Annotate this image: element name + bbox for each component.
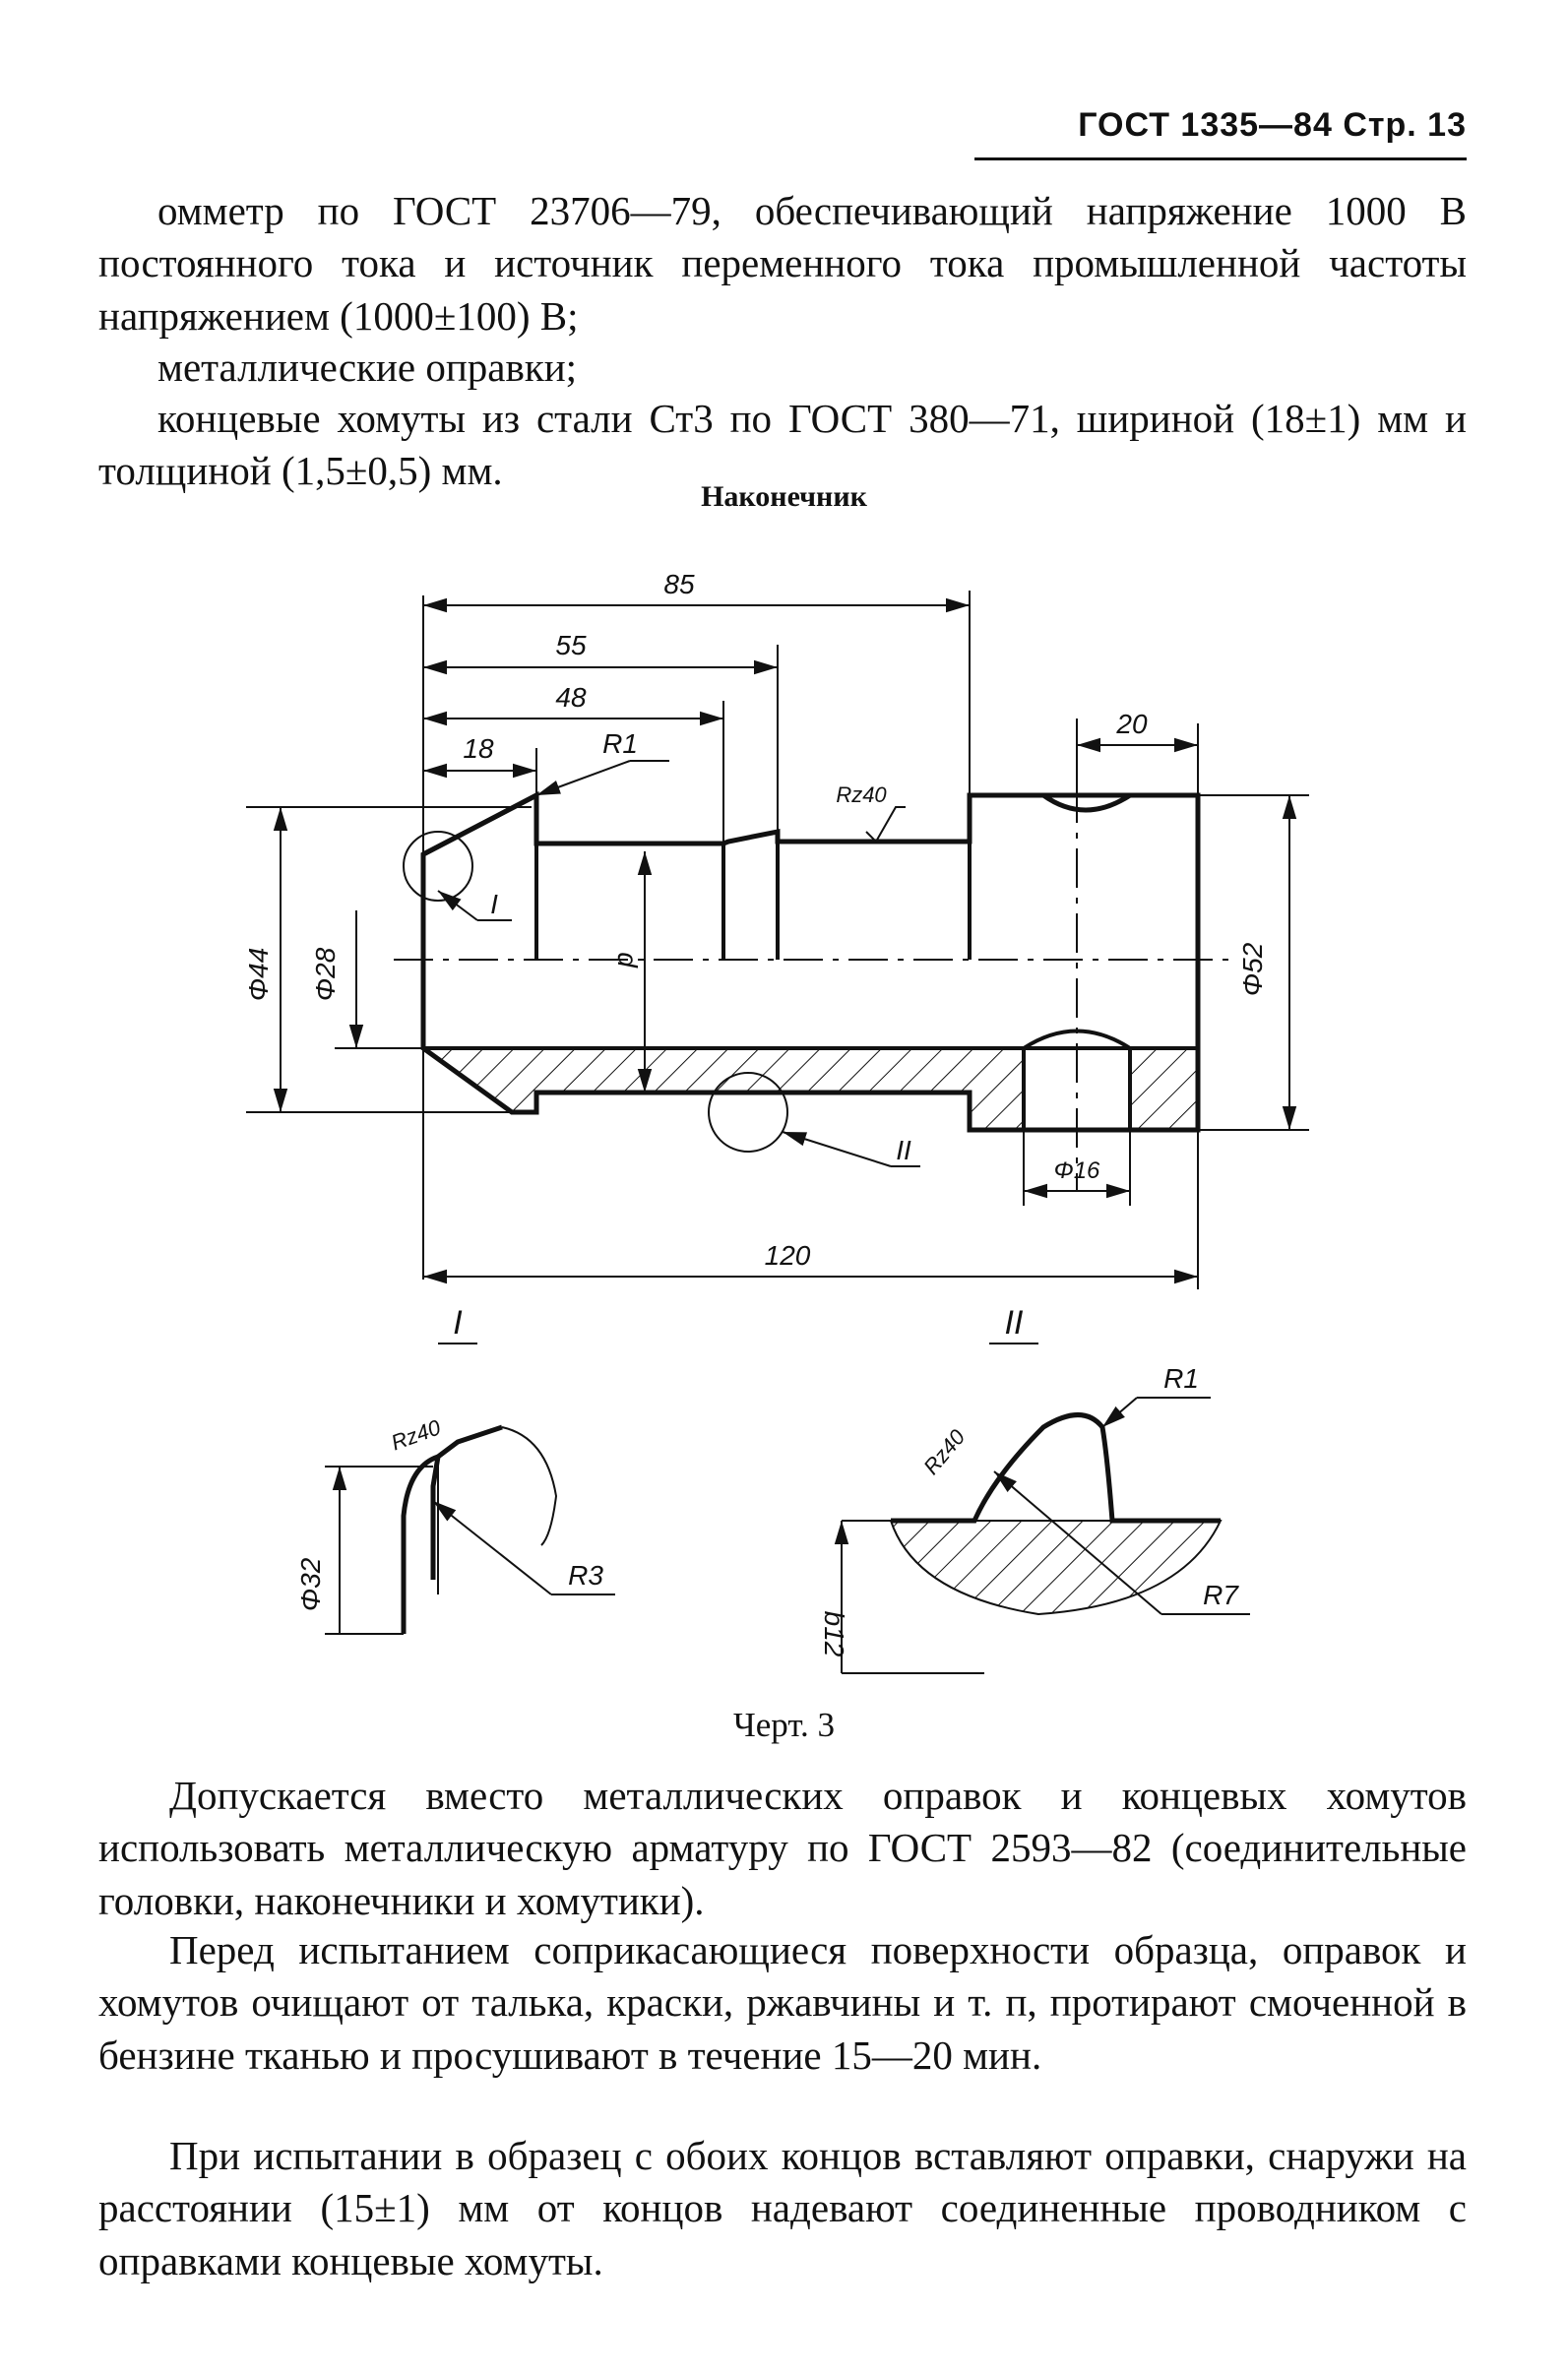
dim-48: 48 (555, 682, 587, 713)
detail-II-rz40: Rz40 (918, 1424, 971, 1479)
dim-120: 120 (764, 1240, 811, 1271)
detail-I-label: I (453, 1304, 463, 1342)
label-phi52: Φ52 (1237, 942, 1268, 997)
label-d: d (612, 952, 643, 968)
label-rz40: Rz40 (836, 782, 887, 807)
detail-II-r1: R1 (1163, 1363, 1199, 1394)
label-r1: R1 (602, 728, 638, 759)
figure-title: Наконечник (701, 480, 867, 513)
detail-I-rz40: Rz40 (388, 1414, 444, 1456)
paragraph-mandrels: металлические оправки; (157, 344, 578, 390)
detail-II-b12: b12 (819, 1610, 849, 1657)
paragraph-ohmmeter: омметр по ГОСТ 23706—79, обеспечивающий напряжение 1000 В постоянного тока и источник переменного тока промышленной частоты напряжением (1000±100) В; (98, 188, 1467, 339)
paragraph-clamps: концевые хомуты из стали Ст3 по ГОСТ 380—71, шириной (18±1) мм и толщиной (1,5±0,5) мм. (98, 396, 1467, 494)
paragraph-surface-prep: Перед испытанием соприкасающиеся поверхности образца, оправок и хомутов очищают от талька, краски, ржавчины и т. п, протирают смоченной в бензине тканью и просушивают в течение 15—20 мин. (98, 1927, 1467, 2078)
paragraph-alternative-fittings: Допускается вместо металлических оправок и концевых хомутов использовать металлическую арматуру по ГОСТ 2593—82 (соединительные головки, наконечники и хомутики). (98, 1773, 1467, 1923)
label-phi44: Φ44 (243, 947, 274, 1002)
label-phi16: Φ16 (1053, 1157, 1100, 1184)
label-phi28: Φ28 (310, 947, 341, 1002)
mark-II: II (896, 1135, 911, 1165)
mark-I: I (490, 889, 498, 919)
main-part-drawing (394, 719, 1230, 1191)
paragraph-test-procedure: При испытании в образец с обоих концов вставляют оправки, снаружи на расстоянии (15±1) мм от концов надевают соединенные проводником с оправками концевые хомуты. (98, 2133, 1467, 2283)
detail-II-r7: R7 (1203, 1580, 1238, 1610)
dim-55: 55 (555, 630, 587, 660)
detail-I-phi32: Φ32 (295, 1557, 326, 1612)
dim-85: 85 (663, 569, 695, 599)
detail-II-label: II (1004, 1304, 1024, 1342)
figure-caption: Черт. 3 (733, 1706, 835, 1744)
detail-I-r3: R3 (568, 1560, 603, 1591)
dim-20: 20 (1116, 709, 1148, 739)
dim-18: 18 (463, 733, 494, 764)
header-text: ГОСТ 1335—84 Стр. 13 (1078, 106, 1467, 144)
